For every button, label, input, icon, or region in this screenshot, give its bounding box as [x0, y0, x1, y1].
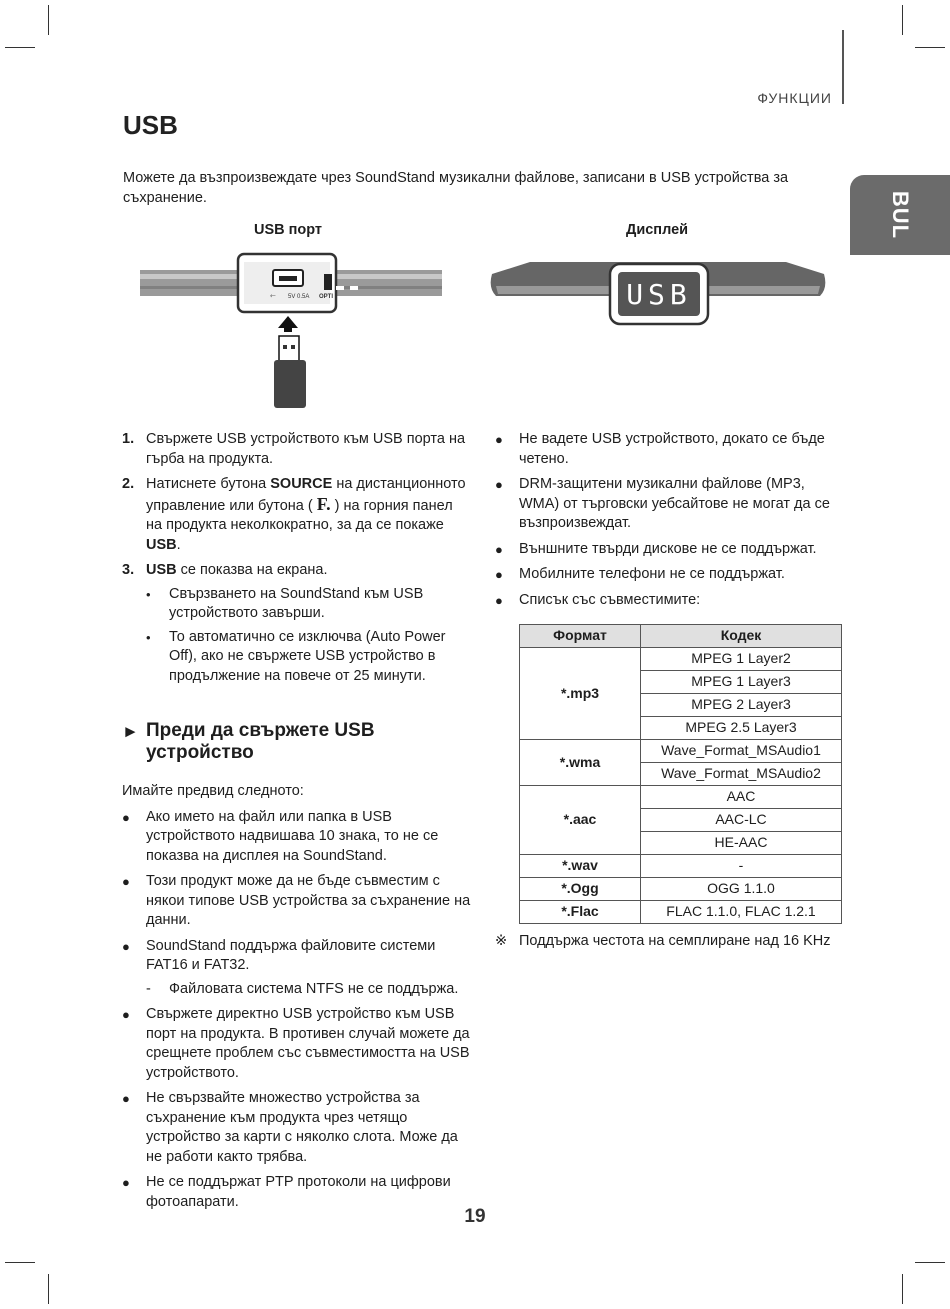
table-cell-format: *.aac — [520, 786, 641, 855]
step-3-bullet: • Свързването на SoundStand към USB устройството завърши. — [146, 585, 424, 621]
right-bullet: ● Списък със съвместимите: — [495, 591, 701, 608]
table-cell-codec: MPEG 2.5 Layer3 — [641, 717, 842, 740]
table-cell-codec: FLAC 1.1.0, FLAC 1.2.1 — [641, 901, 842, 924]
table-cell-codec: Wave_Format_MSAudio2 — [641, 763, 842, 786]
prepare-intro: Имайте предвид следното: — [122, 783, 304, 799]
source-button-label: SOURCE — [270, 476, 333, 492]
table-row — [520, 786, 842, 809]
crop-mark — [902, 5, 903, 35]
footnote-text: Поддържа честота на семплиране над 16 KHz — [519, 933, 831, 949]
table-cell-format: *.Flac — [520, 901, 641, 924]
language-tab-label: BUL — [888, 190, 913, 240]
right-bullet: ● Не вадете USB устройството, докато се бъде четено. — [495, 431, 825, 467]
function-button-icon: F. — [316, 493, 331, 514]
step-text: Натиснете бутона SOURCE на дистанционното управление или бутона ( F. ) на горния панел на продукта неколкократно, за да се покаже USB. — [146, 476, 466, 553]
table-header-row — [520, 625, 842, 648]
compat-table — [519, 624, 842, 924]
step-3 — [122, 561, 472, 581]
prepare-bullet: ● Не свързвайте множество устройства за съхранение към продукта чрез четящо устройство за карти с няколко слота. Може да не работи както трябва. — [122, 1090, 458, 1165]
usb-port-icon — [273, 270, 303, 286]
page-number: 19 — [464, 1206, 486, 1227]
usb-mode-label: USB — [146, 536, 177, 553]
right-bullet: ● Външните твърди дискове не се поддържат. — [495, 540, 817, 557]
port-voltage-label: 5V 0.5A — [288, 294, 310, 300]
prepare-bullet: ● Ако името на файл или папка в USB устройството надвишава 10 знака, то не се показва на дисплея на SoundStand. — [122, 808, 439, 864]
language-tab — [850, 175, 950, 255]
step-text: Свържете USB устройството към USB порта на гърба на продукта. — [146, 431, 466, 467]
right-column — [495, 430, 845, 952]
step-3-bullet: • То автоматично се изключва (Auto Power Off), ако не свържете USB устройство в продължение на повече от 25 минути. — [146, 628, 446, 684]
usb-stick-icon — [274, 336, 306, 408]
triangle-right-icon: ► — [122, 722, 139, 741]
crop-mark — [48, 1274, 49, 1304]
arrow-up-icon — [278, 316, 298, 332]
table-cell-codec: Wave_Format_MSAudio1 — [641, 740, 842, 763]
footnote — [495, 932, 845, 952]
table-cell-codec: HE-AAC — [641, 832, 842, 855]
prepare-bullet: ● Не се поддържат PTP протоколи на цифрови фотоапарати. — [122, 1174, 451, 1210]
table-cell-codec: MPEG 1 Layer2 — [641, 648, 842, 671]
table-header-format: Формат — [520, 625, 641, 648]
step-number: 2. — [122, 476, 135, 492]
reference-mark-icon: ※ — [495, 933, 508, 949]
table-row — [520, 648, 842, 671]
table-cell-codec: - — [641, 855, 842, 878]
usb-port-caption: USB порт — [254, 222, 323, 238]
table-cell-format: *.mp3 — [520, 648, 641, 740]
table-cell-format: *.wma — [520, 740, 641, 786]
right-bullet: ● Мобилните телефони не се поддържат. — [495, 566, 785, 582]
table-row — [520, 901, 842, 924]
table-cell-codec: OGG 1.1.0 — [641, 878, 842, 901]
section-label: ФУНКЦИИ — [757, 90, 832, 106]
prepare-bullet: ● Свържете директно USB устройство към USB порт на продукта. В противен случай можете да срещнете проблем със съвместимостта на USB устройството. — [122, 1006, 470, 1081]
intro-text: Можете да възпроизвеждате чрез SoundStand музикални файлове, записани в USB устройства за съхранение. — [123, 170, 789, 206]
display-screen-text: USB — [626, 278, 692, 311]
table-row — [520, 878, 842, 901]
page-title: USB — [123, 110, 178, 140]
step-number: 3. — [122, 562, 135, 578]
table-cell-codec: MPEG 2 Layer3 — [641, 694, 842, 717]
crop-mark — [5, 1262, 35, 1263]
table-cell-format: *.Ogg — [520, 878, 641, 901]
svg-text:⇽: ⇽ — [270, 293, 276, 300]
crop-mark — [902, 1274, 903, 1304]
crop-mark — [915, 47, 945, 48]
prepare-bullet: ● Този продукт може да не бъде съвместим с някои типове USB устройства за съхранение на данни. — [122, 873, 471, 928]
step-text: USB се показва на екрана. — [146, 562, 328, 578]
table-cell-codec: AAC-LC — [641, 809, 842, 832]
crop-mark — [915, 1262, 945, 1263]
left-column — [122, 430, 472, 1218]
table-cell-format: *.wav — [520, 855, 641, 878]
crop-mark — [5, 47, 35, 48]
crop-mark — [48, 5, 49, 35]
table-cell-codec: AAC — [641, 786, 842, 809]
display-caption: Дисплей — [626, 222, 689, 238]
table-header-codec: Кодек — [641, 625, 842, 648]
section-rule — [842, 30, 844, 104]
prepare-heading: ► Преди да свържете USB устройство — [122, 720, 375, 763]
table-cell-codec: MPEG 1 Layer3 — [641, 671, 842, 694]
display-illustration — [486, 256, 830, 326]
table-row — [520, 740, 842, 763]
prepare-dash-item: - Файловата система NTFS не се поддържа. — [146, 980, 459, 997]
port-optical-label: OPTI — [319, 294, 334, 300]
step-2 — [122, 475, 472, 555]
table-row — [520, 855, 842, 878]
step-number: 1. — [122, 431, 135, 447]
right-bullet: ● DRM-защитени музикални файлове (MP3, WMA) от търговски уебсайтове не могат да се възпроизвеждат. — [495, 476, 830, 531]
step-1 — [122, 430, 472, 469]
usb-port-illustration — [138, 248, 444, 410]
prepare-bullet: ● SoundStand поддържа файловите системи FAT16 и FAT32. — [122, 937, 436, 973]
table-body — [520, 648, 842, 924]
